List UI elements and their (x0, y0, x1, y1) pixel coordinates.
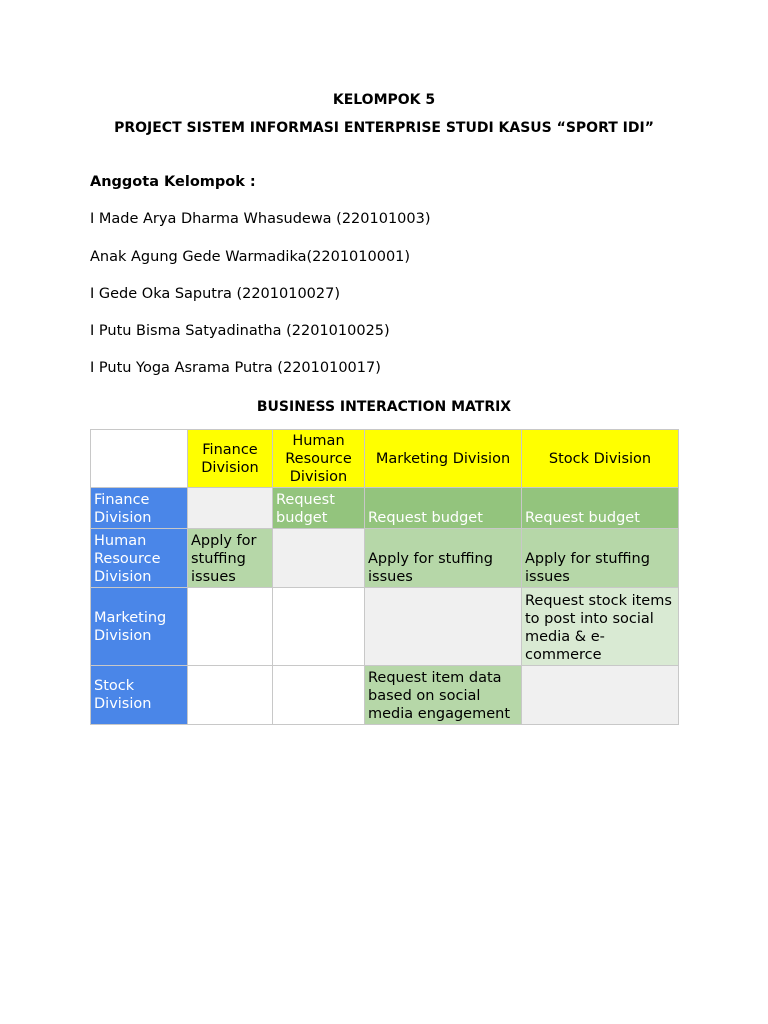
members-heading: Anggota Kelompok : (90, 174, 256, 190)
matrix-cell: Apply for stuffing issues (522, 529, 679, 588)
matrix-cell: Apply for stuffing issues (188, 529, 273, 588)
row-header: Marketing Division (91, 588, 188, 666)
matrix-row (91, 588, 679, 666)
matrix-corner-cell (91, 430, 188, 488)
matrix-cell (273, 588, 365, 666)
matrix-cell: Apply for stuffing issues (365, 529, 522, 588)
business-interaction-matrix (90, 429, 679, 725)
matrix-cell (522, 666, 679, 725)
document-title: KELOMPOK 5 (332, 92, 436, 108)
matrix-cell: Request budget (273, 488, 365, 529)
column-header: Finance Division (188, 430, 273, 488)
matrix-cell (273, 666, 365, 725)
member-item: I Putu Yoga Asrama Putra (2201010017) (90, 360, 381, 376)
matrix-row (91, 666, 679, 725)
document-subtitle: PROJECT SISTEM INFORMASI ENTERPRISE STUDI KASUS “SPORT IDI” (114, 120, 654, 136)
member-item: I Made Arya Dharma Whasudewa (220101003) (90, 211, 431, 227)
row-header: Human Resource Division (91, 529, 188, 588)
matrix-cell: Request budget (365, 488, 522, 529)
matrix-row (91, 529, 679, 588)
member-item: I Putu Bisma Satyadinatha (2201010025) (90, 323, 390, 339)
matrix-cell: Request item data based on social media engagement (365, 666, 522, 725)
matrix-cell: Request budget (522, 488, 679, 529)
matrix-title: BUSINESS INTERACTION MATRIX (256, 399, 512, 415)
matrix-cell: Request stock items to post into social media & e-commerce (522, 588, 679, 666)
matrix-header-row (91, 430, 679, 488)
matrix-row (91, 488, 679, 529)
matrix-cell (273, 529, 365, 588)
row-header: Finance Division (91, 488, 188, 529)
member-item: I Gede Oka Saputra (2201010027) (90, 286, 341, 302)
column-header: Stock Division (522, 430, 679, 488)
member-item: Anak Agung Gede Warmadika(2201010001) (90, 249, 411, 265)
matrix-cell (365, 588, 522, 666)
matrix-cell (188, 588, 273, 666)
column-header: Human Resource Division (273, 430, 365, 488)
row-header: Stock Division (91, 666, 188, 725)
column-header: Marketing Division (365, 430, 522, 488)
matrix-cell (188, 666, 273, 725)
matrix-cell (188, 488, 273, 529)
